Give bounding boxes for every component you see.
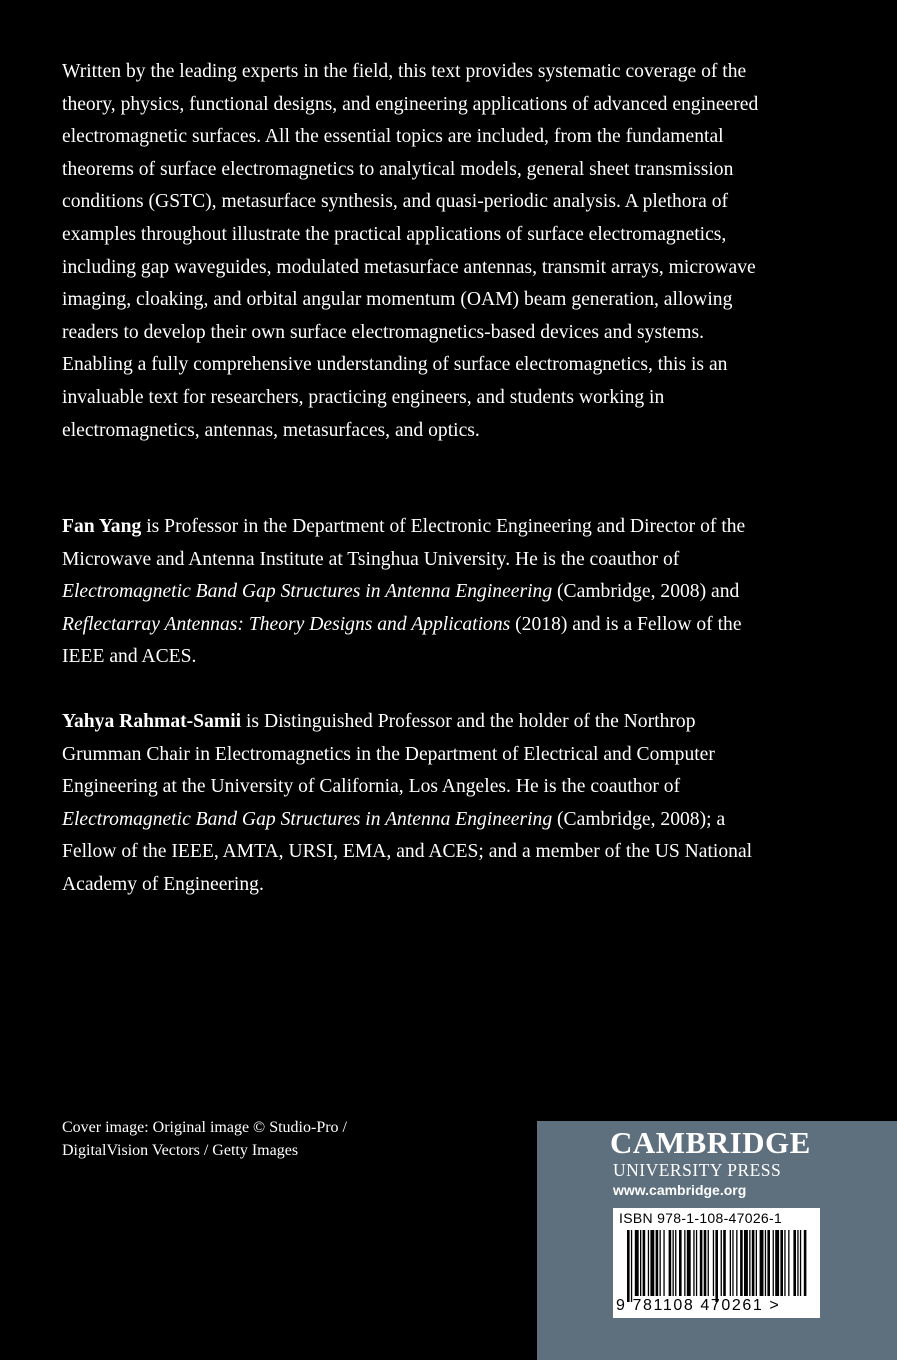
barcode-bar bbox=[679, 1230, 682, 1296]
barcode-bar bbox=[780, 1230, 783, 1296]
barcode-bar bbox=[715, 1230, 718, 1302]
barcode-bar bbox=[708, 1230, 709, 1296]
isbn-barcode bbox=[613, 1208, 820, 1318]
barcode-bar bbox=[631, 1230, 632, 1302]
publisher-logo-name: CAMBRIDGE bbox=[610, 1125, 811, 1160]
book-description: Written by the leading experts in the field, this text provides systematic coverage of the theory, physics, functional designs, and engineering applications of advanced engineered electromagnetic surfaces. All the essential topics are included, from the fundamental theorems of surface electromagnetics to analytical models, general sheet transmission conditions (GSTC), metasurface synthesis, and quasi-periodic analysis. A plethora of examples throughout illustrate the practical applications of surface electromagnetics, including gap waveguides, modulated metasurface antennas, transmit arrays, microwave imaging, cloaking, and orbital angular momentum (OAM) beam generation, allowing readers to develop their own surface electromagnetics-based devices and systems. Enabling a fully comprehensive understanding of surface electromagnetics, this is an invaluable text for researchers, practicing engineers, and students working in electromagnetics, antennas, metasurfaces, and optics. bbox=[62, 61, 759, 441]
publisher-logo-subtitle: UNIVERSITY PRESS bbox=[613, 1160, 782, 1180]
barcode-bar bbox=[732, 1230, 733, 1296]
author-bio-yahya-rahmat-samii bbox=[62, 706, 772, 902]
barcode-bar bbox=[721, 1230, 722, 1296]
barcode-bar bbox=[704, 1230, 707, 1296]
barcode-bar bbox=[788, 1230, 789, 1296]
author-name: Fan Yang bbox=[62, 516, 142, 537]
bio-text: is Distinguished Professor and the holder of the Northrop Grumman Chair in Electromagnetics in the Department of Electrical and Computer Engineering at the University of California, Los Angeles. He is the coauthor of bbox=[62, 711, 715, 798]
barcode-bar bbox=[775, 1230, 779, 1296]
author-bio-fan-yang bbox=[62, 511, 772, 674]
bio-text: (2018) and is a Fellow of the IEEE and ACES. bbox=[62, 613, 742, 668]
barcode-bar bbox=[643, 1230, 646, 1296]
barcode-bar bbox=[673, 1230, 674, 1296]
barcode-bar bbox=[640, 1230, 641, 1296]
barcode-bar bbox=[784, 1230, 785, 1296]
barcode-bar bbox=[675, 1230, 676, 1296]
barcode-bar bbox=[648, 1230, 649, 1296]
barcode-bar bbox=[773, 1230, 774, 1296]
barcode-bar bbox=[744, 1230, 748, 1296]
barcode-bar bbox=[793, 1230, 796, 1296]
barcode-bar bbox=[765, 1230, 766, 1296]
barcode-bar bbox=[749, 1230, 750, 1296]
book-title: Reflectarray Antennas: Theory Designs and Applications bbox=[62, 613, 511, 635]
barcode-bar bbox=[656, 1230, 659, 1296]
bio-text: (Cambridge, 2008) and bbox=[552, 581, 740, 603]
barcode-bar bbox=[740, 1230, 743, 1296]
publisher-panel bbox=[537, 1121, 897, 1360]
barcode-bar bbox=[627, 1230, 630, 1302]
bio-text: (Cambridge, 2008); a Fellow of the IEEE, AMTA, URSI, EMA, and ACES; and a member of the US National Academy of Engineering. bbox=[62, 808, 753, 895]
ean-digits: 9 781108 470261 > bbox=[616, 1297, 781, 1314]
barcode-bar bbox=[797, 1230, 798, 1296]
author-name: Yahya Rahmat-Samii bbox=[62, 711, 242, 732]
barcode-bar bbox=[752, 1230, 755, 1296]
barcode-bar bbox=[669, 1230, 672, 1296]
publisher-website[interactable]: www.cambridge.org bbox=[613, 1182, 747, 1198]
barcode-bar bbox=[736, 1230, 737, 1296]
barcode-bar bbox=[693, 1230, 694, 1296]
barcode-bar bbox=[756, 1230, 757, 1296]
book-title: Electromagnetic Band Gap Structures in Antenna Engineering bbox=[62, 808, 553, 830]
barcode-bar bbox=[687, 1230, 691, 1296]
barcode-bar bbox=[663, 1230, 664, 1296]
barcode-bar bbox=[660, 1230, 661, 1296]
barcode-bar bbox=[650, 1230, 654, 1296]
bio-text: is Professor in the Department of Electronic Engineering and Director of the Microwave and Antenna Institute at Tsinghua University. He is the coauthor of bbox=[62, 516, 746, 570]
barcode-bar bbox=[635, 1230, 639, 1296]
barcode-bar bbox=[760, 1230, 764, 1296]
barcode-bar bbox=[723, 1230, 726, 1296]
book-title: Electromagnetic Band Gap Structures in Antenna Engineering bbox=[62, 581, 553, 603]
barcode-bar bbox=[730, 1230, 731, 1296]
barcode-bar bbox=[700, 1230, 703, 1296]
barcode-bar bbox=[713, 1230, 714, 1296]
isbn-label: ISBN 978-1-108-47026-1 bbox=[619, 1210, 783, 1226]
barcode-bar bbox=[767, 1230, 770, 1296]
cover-image-credit bbox=[62, 1116, 482, 1162]
barcode-bar bbox=[696, 1230, 697, 1296]
credit-line: DigitalVision Vectors / Getty Images bbox=[62, 1142, 299, 1159]
credit-line: Cover image: Original image © Studio-Pro / bbox=[62, 1119, 347, 1136]
barcode-bar bbox=[800, 1230, 801, 1296]
barcode-bar bbox=[684, 1230, 685, 1296]
barcode-bar bbox=[804, 1230, 807, 1296]
